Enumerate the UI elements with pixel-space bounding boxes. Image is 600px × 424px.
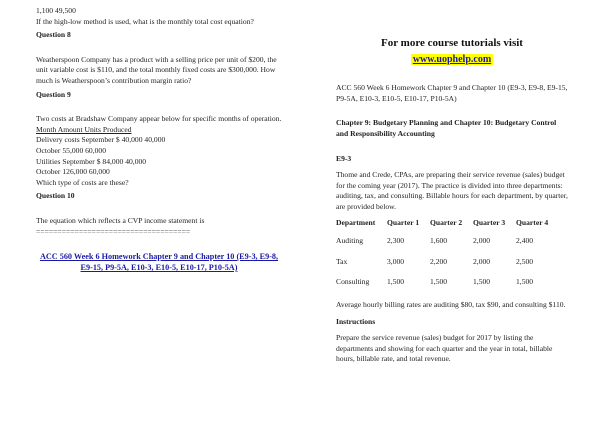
billing-rates-text: Average hourly billing rates are auditing $80, tax $90, and consulting $110.: [336, 299, 566, 309]
table-row: [336, 230, 559, 251]
question-10-label: Question 10: [36, 191, 75, 201]
question-9-line: Which type of costs are these?: [36, 177, 129, 187]
instructions-text: Prepare the service revenue (sales) budget for 2017 by listing the departments and showing for each quarter and the year in total, billable hours, billable rate, and total revenue.: [336, 333, 553, 364]
table-header-cell: Department: [336, 217, 376, 227]
course-link[interactable]: ACC 560 Week 6 Homework Chapter 9 and Chapter 10 (E9-3, E9-8, E9-15, P9-5A, E10-3, E10-5, E10-17, P10-5A): [39, 252, 279, 273]
table-cell: 2,000: [473, 236, 491, 246]
table-cell: Tax: [336, 256, 348, 266]
table-row: [336, 271, 559, 292]
question-10-text: The equation which reflects a CVP income statement is: [36, 215, 205, 225]
table-header-cell: Quarter 2: [430, 217, 463, 227]
right-page: [336, 0, 568, 365]
question-9-line: October 126,000 60,000: [36, 167, 110, 177]
question-9-label: Question 9: [36, 89, 71, 99]
table-cell: 2,200: [430, 256, 448, 266]
question-9-line: Delivery costs September $ 40,000 40,000: [36, 135, 166, 145]
course-title: ACC 560 Week 6 Homework Chapter 9 and Chapter 10 (E9-3, E9-8, E9-15, P9-5A, E10-3, E10-5, E10-17, P10-5A): [336, 83, 568, 103]
table-cell: 2,400: [516, 236, 534, 246]
exercise-text: Thome and Crede, CPAs, are preparing their service revenue (sales) budget for the coming year (2017). The practice is divided into three departments: auditing, tax, and consulting. Billable hours for each department, by quarter, are provided below.: [336, 170, 568, 211]
chapter-title: Chapter 9: Budgetary Planning and Chapter 10: Budgetary Control and Responsibility Accounting: [336, 118, 557, 138]
table-header-cell: Quarter 1: [387, 217, 420, 227]
table-cell: 1,500: [387, 277, 405, 287]
question-9-line: Utilities September $ 84,000 40,000: [36, 156, 147, 166]
table-header-cell: Quarter 3: [473, 217, 506, 227]
question-7-tail: If the high-low method is used, what is the monthly total cost equation?: [36, 16, 254, 26]
table-cell: 2,300: [387, 236, 405, 246]
table-cell: 2,000: [473, 256, 491, 266]
table-cell: Auditing: [336, 236, 364, 246]
table-cell: 2,500: [516, 256, 534, 266]
website-link[interactable]: www.uophelp.com: [412, 53, 492, 65]
question-9-line: October 55,000 60,000: [36, 145, 107, 155]
answer-blank: ====================================: [36, 226, 191, 236]
question-8-label: Question 8: [36, 30, 71, 40]
billable-hours-table: [336, 216, 559, 292]
exercise-label: E9-3: [336, 153, 352, 163]
table-header-cell: Quarter 4: [516, 217, 549, 227]
promo-title: For more course tutorials visit: [381, 37, 523, 49]
question-9-intro: Two costs at Bradshaw Company appear below for specific months of operation.: [36, 114, 282, 124]
table-cell: 1,500: [430, 277, 448, 287]
table-row: [336, 251, 559, 272]
table-header-row: [336, 216, 559, 231]
table-cell: 3,000: [387, 256, 405, 266]
text-line: 1,100 49,500: [36, 6, 76, 15]
question-8-text: Weatherspoon Company has a product with a selling price per unit of $200, the unit variable cost is $110, and the total monthly fixed costs are $300,000. How much is Weatherspoon’s contribution margin ratio?: [36, 54, 277, 85]
table-cell: 1,500: [473, 277, 491, 287]
left-page: [36, 0, 282, 273]
question-9-header: Month Amount Units Produced: [36, 124, 132, 134]
table-cell: 1,500: [516, 277, 534, 287]
instructions-label: Instructions: [336, 316, 376, 326]
table-cell: 1,600: [430, 236, 448, 246]
table-cell: Consulting: [336, 277, 370, 287]
